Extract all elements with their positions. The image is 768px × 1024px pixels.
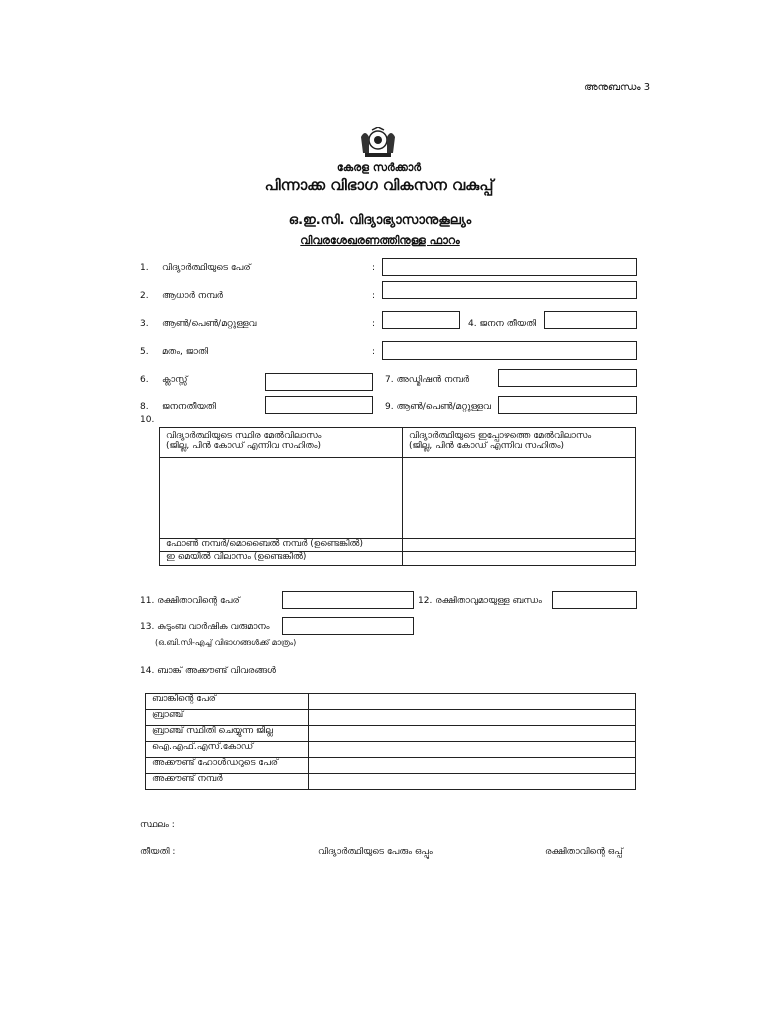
field-4-label: 4. ജനന തീയതി xyxy=(468,319,537,329)
branch-district-cell[interactable] xyxy=(309,726,636,742)
field-7-label: 7. അഡ്മിഷൻ നമ്പർ xyxy=(385,375,470,385)
guardian-relation-field[interactable] xyxy=(552,591,637,609)
govt-name: കേരള സർക്കാർ xyxy=(336,161,422,174)
branch-cell[interactable] xyxy=(309,710,636,726)
kerala-emblem-icon xyxy=(357,127,399,161)
bank-details-table xyxy=(145,693,636,790)
date-of-birth-field[interactable] xyxy=(544,311,637,329)
field-9-label: 9. ആൺ/പെൺ/മറ്റുള്ളവ xyxy=(385,402,491,412)
branch-label: ബ്രാഞ്ച് xyxy=(146,710,309,726)
place-label: സ്ഥലം : xyxy=(140,820,175,830)
colon: : xyxy=(372,319,376,329)
field-3-label: ആൺ/പെൺ/മറ്റുള്ളവ xyxy=(162,319,257,329)
field-10-number: 10. xyxy=(140,415,155,425)
colon: : xyxy=(372,263,376,273)
ifsc-label: ഐ.എഫ്.എസ്.കോഡ് xyxy=(146,742,309,758)
field-3-number: 3. xyxy=(140,319,149,329)
religion-caste-field[interactable] xyxy=(382,341,637,360)
gender-field-2[interactable] xyxy=(498,396,637,414)
field-5-number: 5. xyxy=(140,347,149,357)
address-table xyxy=(159,427,636,566)
gender-field[interactable] xyxy=(382,311,460,329)
present-address-title: വിദ്യാർത്ഥിയുടെ ഇപ്പോഴത്തെ മേൽവിലാസം xyxy=(409,431,592,441)
permanent-address-cell[interactable] xyxy=(160,458,403,539)
guardian-relation-label: 12. രക്ഷിതാവുമായുള്ള ബന്ധം xyxy=(418,596,542,606)
account-number-label: അക്കൗണ്ട് നമ്പർ xyxy=(146,774,309,790)
student-name-field[interactable] xyxy=(382,258,637,276)
admission-number-field[interactable] xyxy=(498,369,637,387)
guardian-signature-label: രക്ഷിതാവിന്റെ ഒപ്പ് xyxy=(545,847,623,857)
present-address-subtitle: (ജില്ല, പിൻ കോഡ് എന്നിവ സഹിതം) xyxy=(409,441,565,451)
family-income-note: (ഒ.ബി.സി-എച്ച് വിഭാഗങ്ങൾക്ക് മാത്രം) xyxy=(155,638,297,647)
field-8-label: ജനനതീയതി xyxy=(162,402,216,412)
field-6-label: ക്ലാസ്സ് xyxy=(162,375,188,385)
family-income-label: 13. കുടുംബ വാർഷിക വരുമാനം xyxy=(140,622,270,632)
phone-label: ഫോൺ നമ്പർ/മൊബൈൽ നമ്പർ (ഉണ്ടെങ്കിൽ) xyxy=(160,539,403,552)
date-label: തീയതി : xyxy=(140,847,176,857)
birth-date-field[interactable] xyxy=(265,396,373,414)
field-6-number: 6. xyxy=(140,375,149,385)
permanent-address-title: വിദ്യാർത്ഥിയുടെ സ്ഥിര മേൽവിലാസം xyxy=(166,431,322,441)
field-1-label: വിദ്യാർത്ഥിയുടെ പേര് xyxy=(162,263,251,273)
field-2-number: 2. xyxy=(140,291,149,301)
guardian-name-label: 11. രക്ഷിതാവിന്റെ പേര് xyxy=(140,596,240,606)
bank-name-cell[interactable] xyxy=(309,694,636,710)
permanent-address-subtitle: (ജില്ല, പിൻ കോഡ് എന്നിവ സഹിതം) xyxy=(166,441,322,451)
email-label: ഇ മെയിൽ വിലാസം (ഉണ്ടെങ്കിൽ) xyxy=(160,552,403,566)
field-1-number: 1. xyxy=(140,263,149,273)
aadhaar-number-field[interactable] xyxy=(382,281,637,299)
annexure-label: അനുബന്ധം 3 xyxy=(584,82,651,93)
present-address-header xyxy=(403,428,636,458)
colon: : xyxy=(372,347,376,357)
ifsc-cell[interactable] xyxy=(309,742,636,758)
account-number-cell[interactable] xyxy=(309,774,636,790)
field-8-number: 8. xyxy=(140,402,149,412)
account-holder-cell[interactable] xyxy=(309,758,636,774)
colon: : xyxy=(372,291,376,301)
present-address-cell[interactable] xyxy=(403,458,636,539)
bank-name-label: ബാങ്കിന്റെ പേര് xyxy=(146,694,309,710)
family-income-field[interactable] xyxy=(282,617,414,635)
phone-cell[interactable] xyxy=(403,539,636,552)
form-title: വിവരശേഖരണത്തിനുള്ള ഫാറം xyxy=(300,234,460,247)
department-name: പിന്നാക്ക വിഭാഗ വികസന വകുപ്പ് xyxy=(264,176,494,194)
guardian-name-field[interactable] xyxy=(282,591,414,609)
branch-district-label: ബ്രാഞ്ച് സ്ഥിതി ചെയ്യുന്ന ജില്ല xyxy=(146,726,309,742)
class-field[interactable] xyxy=(265,373,373,391)
scheme-title: ഒ.ഇ.സി. വിദ്യാഭ്യാസാനുകൂല്യം xyxy=(288,213,472,228)
account-holder-label: അക്കൗണ്ട് ഹോൾഡറുടെ പേര് xyxy=(146,758,309,774)
email-cell[interactable] xyxy=(403,552,636,566)
permanent-address-header xyxy=(160,428,403,458)
field-5-label: മതം, ജാതി xyxy=(162,347,209,357)
bank-details-label: 14. ബാങ്ക് അക്കൗണ്ട് വിവരങ്ങൾ xyxy=(140,666,276,676)
field-2-label: ആധാർ നമ്പർ xyxy=(162,291,223,301)
student-signature-label: വിദ്യാർത്ഥിയുടെ പേരും ഒപ്പും xyxy=(318,847,433,857)
